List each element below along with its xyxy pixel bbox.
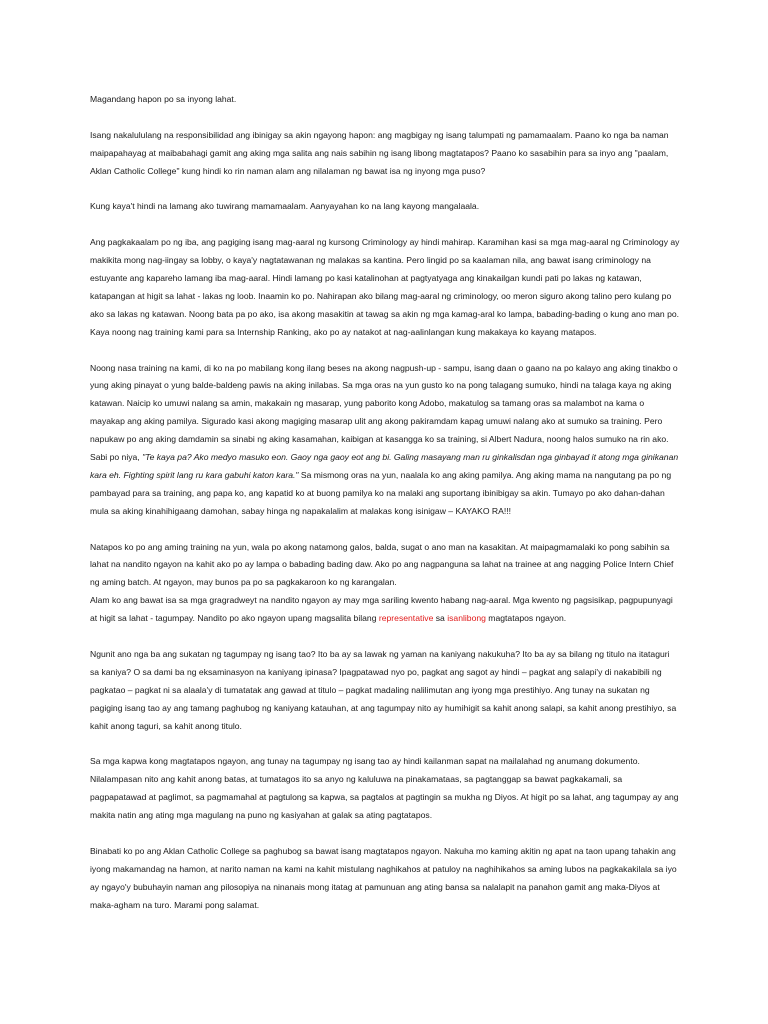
representative-text-before: Alam ko ang bawat isa sa mga gragradweyt na nandito ngayon ay may mga sariling kwento habang nag-aaral. Mga kwento ng pagsisikap, pagpupunyagi at higit sa lahat - tagumpay. Nandito po ako ngayon upang magsalita bilang (90, 595, 673, 624)
paragraph-responsibility: Isang nakalululang na responsibilidad ang ibinigay sa akin ngayong hapon: ang magbigay ng isang talumpati ng pamamaalam. Paano ko nga ba naman maipapahayag at maibabahagi gamit ang aking mga salita ang nais sabihin ng isang libong magtatapos? Paano ko sasabihin para sa inyo ang "paalam, Aklan Catholic College" kung hindi ko rin naman alam ang nilalaman ng bawat isa ng inyong mga puso? (90, 129, 669, 176)
paragraph-training (90, 360, 680, 521)
greeting-paragraph: Magandang hapon po sa inyong lahat. (90, 94, 237, 104)
speech-document (90, 91, 680, 932)
training-text-after-quote: Sa mismong oras na yun, naalala ko ang aking pamilya. Ang aking mama na nangutang pa po ng pambayad para sa training, ang papa ko, ang kapatid ko at buong pamilya ko na malaki ang suportang ibinibigay sa akin. Tumayo po ako dahan-dahan mula sa aking kinahihigaang damohan, sabay hinga ng napakalalim at malakas kong isinigaw – KAYAKO RA!!! (90, 469, 672, 516)
paragraph-measure-of-success: Ngunit ano nga ba ang sukatan ng tagumpay ng isang tao? Ito ba ay sa lawak ng yaman na kaniyang nakukuha? Ito ba ay sa bilang ng titulo na itataguri sa kaniya? O sa dami ba ng eksaminasyon na kaniyang ipinasa? Ipagpatawad nyo po, pagkat ang sagot ay hindi – pagkat ang salapi'y di nakabibili ng pagkatao – pagkat ni sa alaala'y di tumatatak ang gawad at titulo – pagkat madaling nalilimutan ang iyong mga prestihiyo. Ang tunay na sukatan ng pagiging isang tao ay ang tamang paghubog ng kaniyang katauhan, at ang tagumpay nito ay humihigit sa kahit anong salapi, sa kahit anong prestihiyo, sa kahit anong taguri, sa kahit anong titulo. (90, 649, 677, 731)
paragraph-gratitude: Binabati ko po ang Aklan Catholic College sa paghubog sa bawat isang magtatapos ngayon. Nakuha mo kaming akitin ng apat na taon upang tahakin ang iyong makamandag na hamon, at narito naman na kami na kahit mistulang naghikahos at patuloy na naghihikahos sa aming lubos na pagkakakilala sa iyo ay ngayo'y bubuhayin naman ang pilosopiya na ninanais mong itatag at pamunuan ang ating bansa sa nalalapit na panahon gamit ang maka-Diyos at maka-agham na turo. Marami pong salamat. (90, 845, 677, 910)
paragraph-achievement: Natapos ko po ang aming training na yun, wala po akong natamong galos, balda, sugat o ano man na kasakitan. At maipagmamalaki ko pong sabihin sa lahat na nandito ngayon na kahit ako po ay lampa o babading bading daw. Ako po ang nagpanguna sa lahat na trainee at ang nagging Police Intern Chief ng aming batch. At ngayon, may bunos pa po sa pagkakaroon ko ng karangalan. (90, 541, 674, 588)
highlight-representative: representative (378, 613, 434, 624)
paragraph-true-success: Sa mga kapwa kong magtatapos ngayon, ang tunay na tagumpay ng isang tao ay hindi kailanman sapat na mailalahad ng anumang dokumento. Nilalampasan nito ang kahit anong batas, at tumatagos ito sa anyo ng kaluluwa na pinakamataas, sa pagtanggap sa bawat pagkakamali, sa pagpapatawad at paglimot, sa pagmamahal at pagtulong sa kapwa, sa pagtalos at pagtingin sa mukha ng Diyos. At higit po sa lahat, ang tagumpay ay ang makita natin ang ating mga magulang na puno ng kasiyahan at galak sa ating pagtatapos. (90, 756, 679, 821)
training-quote: "Te kaya pa? Ako medyo masuko eon. Gaoy nga gaoy eot ang bi. Galing masayang man ru ginkalisdan nga ginbayad it atong mga ginikanan kara eh. Fighting spirit lang ru kara gabuhi katon kara." (90, 452, 679, 480)
representative-text-mid: sa (433, 613, 448, 624)
highlight-isanlibong: isanlibong (447, 613, 486, 624)
paragraph-criminology: Ang pagkakaalam po ng iba, ang pagiging isang mag-aaral ng kursong Criminology ay hindi mahirap. Karamihan kasi sa mga mag-aaral ng Criminology ay makikita mong nag-iingay sa lobby, o kaya'y nagtatawanan ng malakas sa kantina. Pero lingid po sa kaalaman nila, ang bawat isang criminology na estuyante ang kapareho lamang iba mag-aaral. Hindi lamang po kasi katalinohan at pagtyatyaga ang kinakailgan kundi pati po lakas ng katawan, katapangan at higit sa lahat - lakas ng loob. Inaamin ko po. Nahirapan ako bilang mag-aaral ng criminology, oo meron siguro akong talino pero kulang po ako sa lakas ng katawan. Noong bata pa po ako, isa akong masakitin at tawag sa akin ng mga kamag-aral ko lampa, babading-bading o kung ano man po. Kaya noong nag training kami para sa Internship Ranking, ako po ay natakot at nag-aalinlangan kung makakaya ko kayang matapos. (90, 237, 680, 337)
paragraph-invitation: Kung kaya't hindi na lamang ako tuwirang mamamaalam. Aanyayahan ko na lang kayong mangalaala. (90, 201, 480, 212)
training-text-before-quote: Noong nasa training na kami, di ko na po mabilang kong ilang beses na akong nagpush-up - sampu, isang daan o gaano na po kalayo ang aking tinakbo o yung aking pinayat o yung balde-baldeng pawis na aking inilabas. Sa mga oras na yun gusto ko na pong talagang sumuko, hindi na talaga kaya ng aking katawan. Naicip ko umuwi nalang sa amin, makakain ng masarap, yung paborito kong Adobo, makatulog sa tamang oras sa malambot na kama o mayakap ang aking pamilya. Sigurado kasi akong magiging masarap ulit ang akong pakiramdam kapag umuwi nalang ako at sumuko sa training. Pero napukaw po ang aking damdamin sa sinabi ng aking kasamahan, kaibigan at kasangga ko sa training, si Albert Nadura, noong halos sumuko na rin ako. Sabi po niya, (90, 362, 678, 463)
paragraph-representative (90, 592, 680, 628)
representative-text-after: magtatapos ngayon. (485, 613, 567, 624)
